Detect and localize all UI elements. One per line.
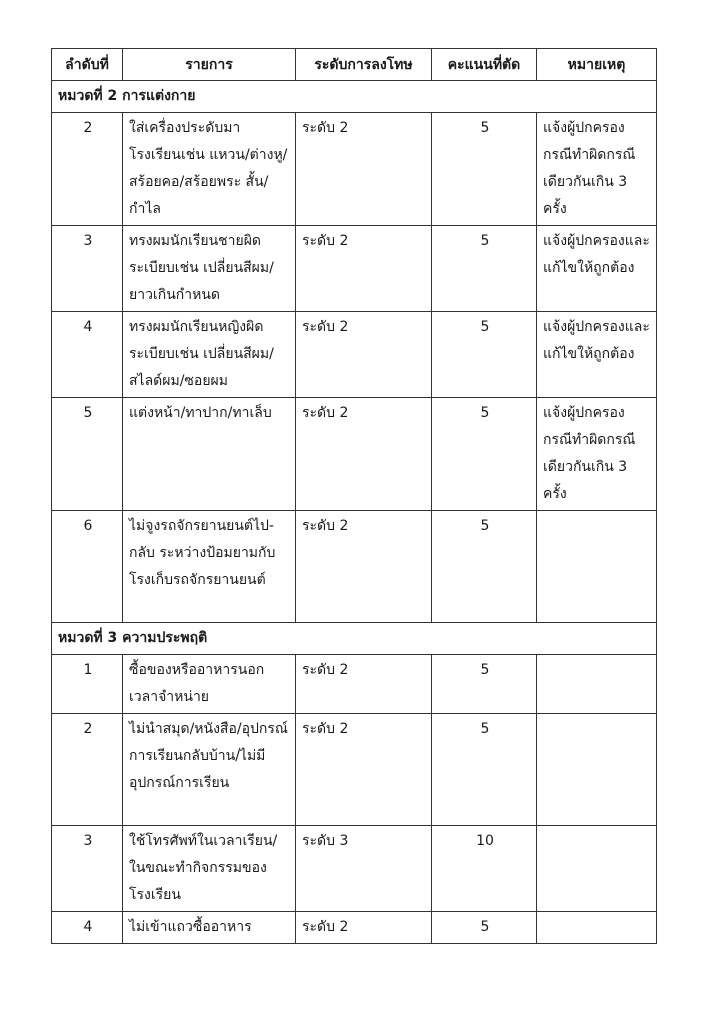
row-item: ซื้อของหรืออาหารนอกเวลาจำหน่าย (123, 655, 296, 714)
row-number: 2 (52, 113, 123, 226)
table-row (52, 312, 657, 398)
row-level: ระดับ 3 (296, 826, 432, 912)
header-item: รายการ (123, 49, 296, 81)
header-level: ระดับการลงโทษ (296, 49, 432, 81)
row-item: ใส่เครื่องประดับมาโรงเรียนเช่น แหวน/ต่างหู/สร้อยคอ/สร้อยพระ สั้น/กำไล (123, 113, 296, 226)
section-row (52, 81, 657, 113)
row-number: 3 (52, 826, 123, 912)
section-title: หมวดที่ 2 การแต่งกาย (52, 81, 657, 113)
table-row (52, 511, 657, 623)
table-row (52, 655, 657, 714)
table-row (52, 714, 657, 826)
row-level: ระดับ 2 (296, 312, 432, 398)
header-no: ลำดับที่ (52, 49, 123, 81)
row-item: แต่งหน้า/ทาปาก/ทาเล็บ (123, 398, 296, 511)
row-note: แจ้งผู้ปกครองและแก้ไขให้ถูกต้อง (537, 312, 657, 398)
row-level: ระดับ 2 (296, 398, 432, 511)
row-points: 10 (432, 826, 537, 912)
row-points: 5 (432, 912, 537, 944)
row-note (537, 714, 657, 826)
row-points: 5 (432, 714, 537, 826)
section-title: หมวดที่ 3 ความประพฤติ (52, 623, 657, 655)
row-note (537, 511, 657, 623)
row-level: ระดับ 2 (296, 655, 432, 714)
row-note: แจ้งผู้ปกครองกรณีทำผิดกรณีเดียวกันเกิน 3 ครั้ง (537, 113, 657, 226)
row-points: 5 (432, 511, 537, 623)
row-level: ระดับ 2 (296, 912, 432, 944)
row-number: 4 (52, 912, 123, 944)
row-item: ไม่จูงรถจักรยานยนต์ไป-กลับ ระหว่างป้อมยามกับโรงเก็บรถจักรยานยนต์ (123, 511, 296, 623)
row-number: 5 (52, 398, 123, 511)
row-note (537, 826, 657, 912)
row-item: ใช้โทรศัพท์ในเวลาเรียน/ในขณะทำกิจกรรมของโรงเรียน (123, 826, 296, 912)
row-number: 3 (52, 226, 123, 312)
table-row (52, 113, 657, 226)
header-points: คะแนนที่ตัด (432, 49, 537, 81)
row-number: 1 (52, 655, 123, 714)
section-row (52, 623, 657, 655)
row-item: ไม่เข้าแถวซื้ออาหาร (123, 912, 296, 944)
row-points: 5 (432, 655, 537, 714)
table-row (52, 912, 657, 944)
row-points: 5 (432, 398, 537, 511)
rules-table (51, 48, 657, 944)
table-row (52, 398, 657, 511)
row-points: 5 (432, 312, 537, 398)
header-note: หมายเหตุ (537, 49, 657, 81)
row-level: ระดับ 2 (296, 113, 432, 226)
header-row (52, 49, 657, 81)
row-item: ทรงผมนักเรียนชายผิดระเบียบเช่น เปลี่ยนสีผม/ยาวเกินกำหนด (123, 226, 296, 312)
table-row (52, 226, 657, 312)
row-item: ทรงผมนักเรียนหญิงผิดระเบียบเช่น เปลี่ยนสีผม/สไลด์ผม/ซอยผม (123, 312, 296, 398)
row-number: 4 (52, 312, 123, 398)
row-note (537, 655, 657, 714)
table-row (52, 826, 657, 912)
row-note (537, 912, 657, 944)
row-level: ระดับ 2 (296, 714, 432, 826)
row-level: ระดับ 2 (296, 511, 432, 623)
row-level: ระดับ 2 (296, 226, 432, 312)
row-note: แจ้งผู้ปกครองกรณีทำผิดกรณีเดียวกันเกิน 3 ครั้ง (537, 398, 657, 511)
row-item: ไม่นำสมุด/หนังสือ/อุปกรณ์การเรียนกลับบ้าน/ไม่มีอุปกรณ์การเรียน (123, 714, 296, 826)
row-number: 6 (52, 511, 123, 623)
row-number: 2 (52, 714, 123, 826)
row-note: แจ้งผู้ปกครองและแก้ไขให้ถูกต้อง (537, 226, 657, 312)
row-points: 5 (432, 226, 537, 312)
row-points: 5 (432, 113, 537, 226)
